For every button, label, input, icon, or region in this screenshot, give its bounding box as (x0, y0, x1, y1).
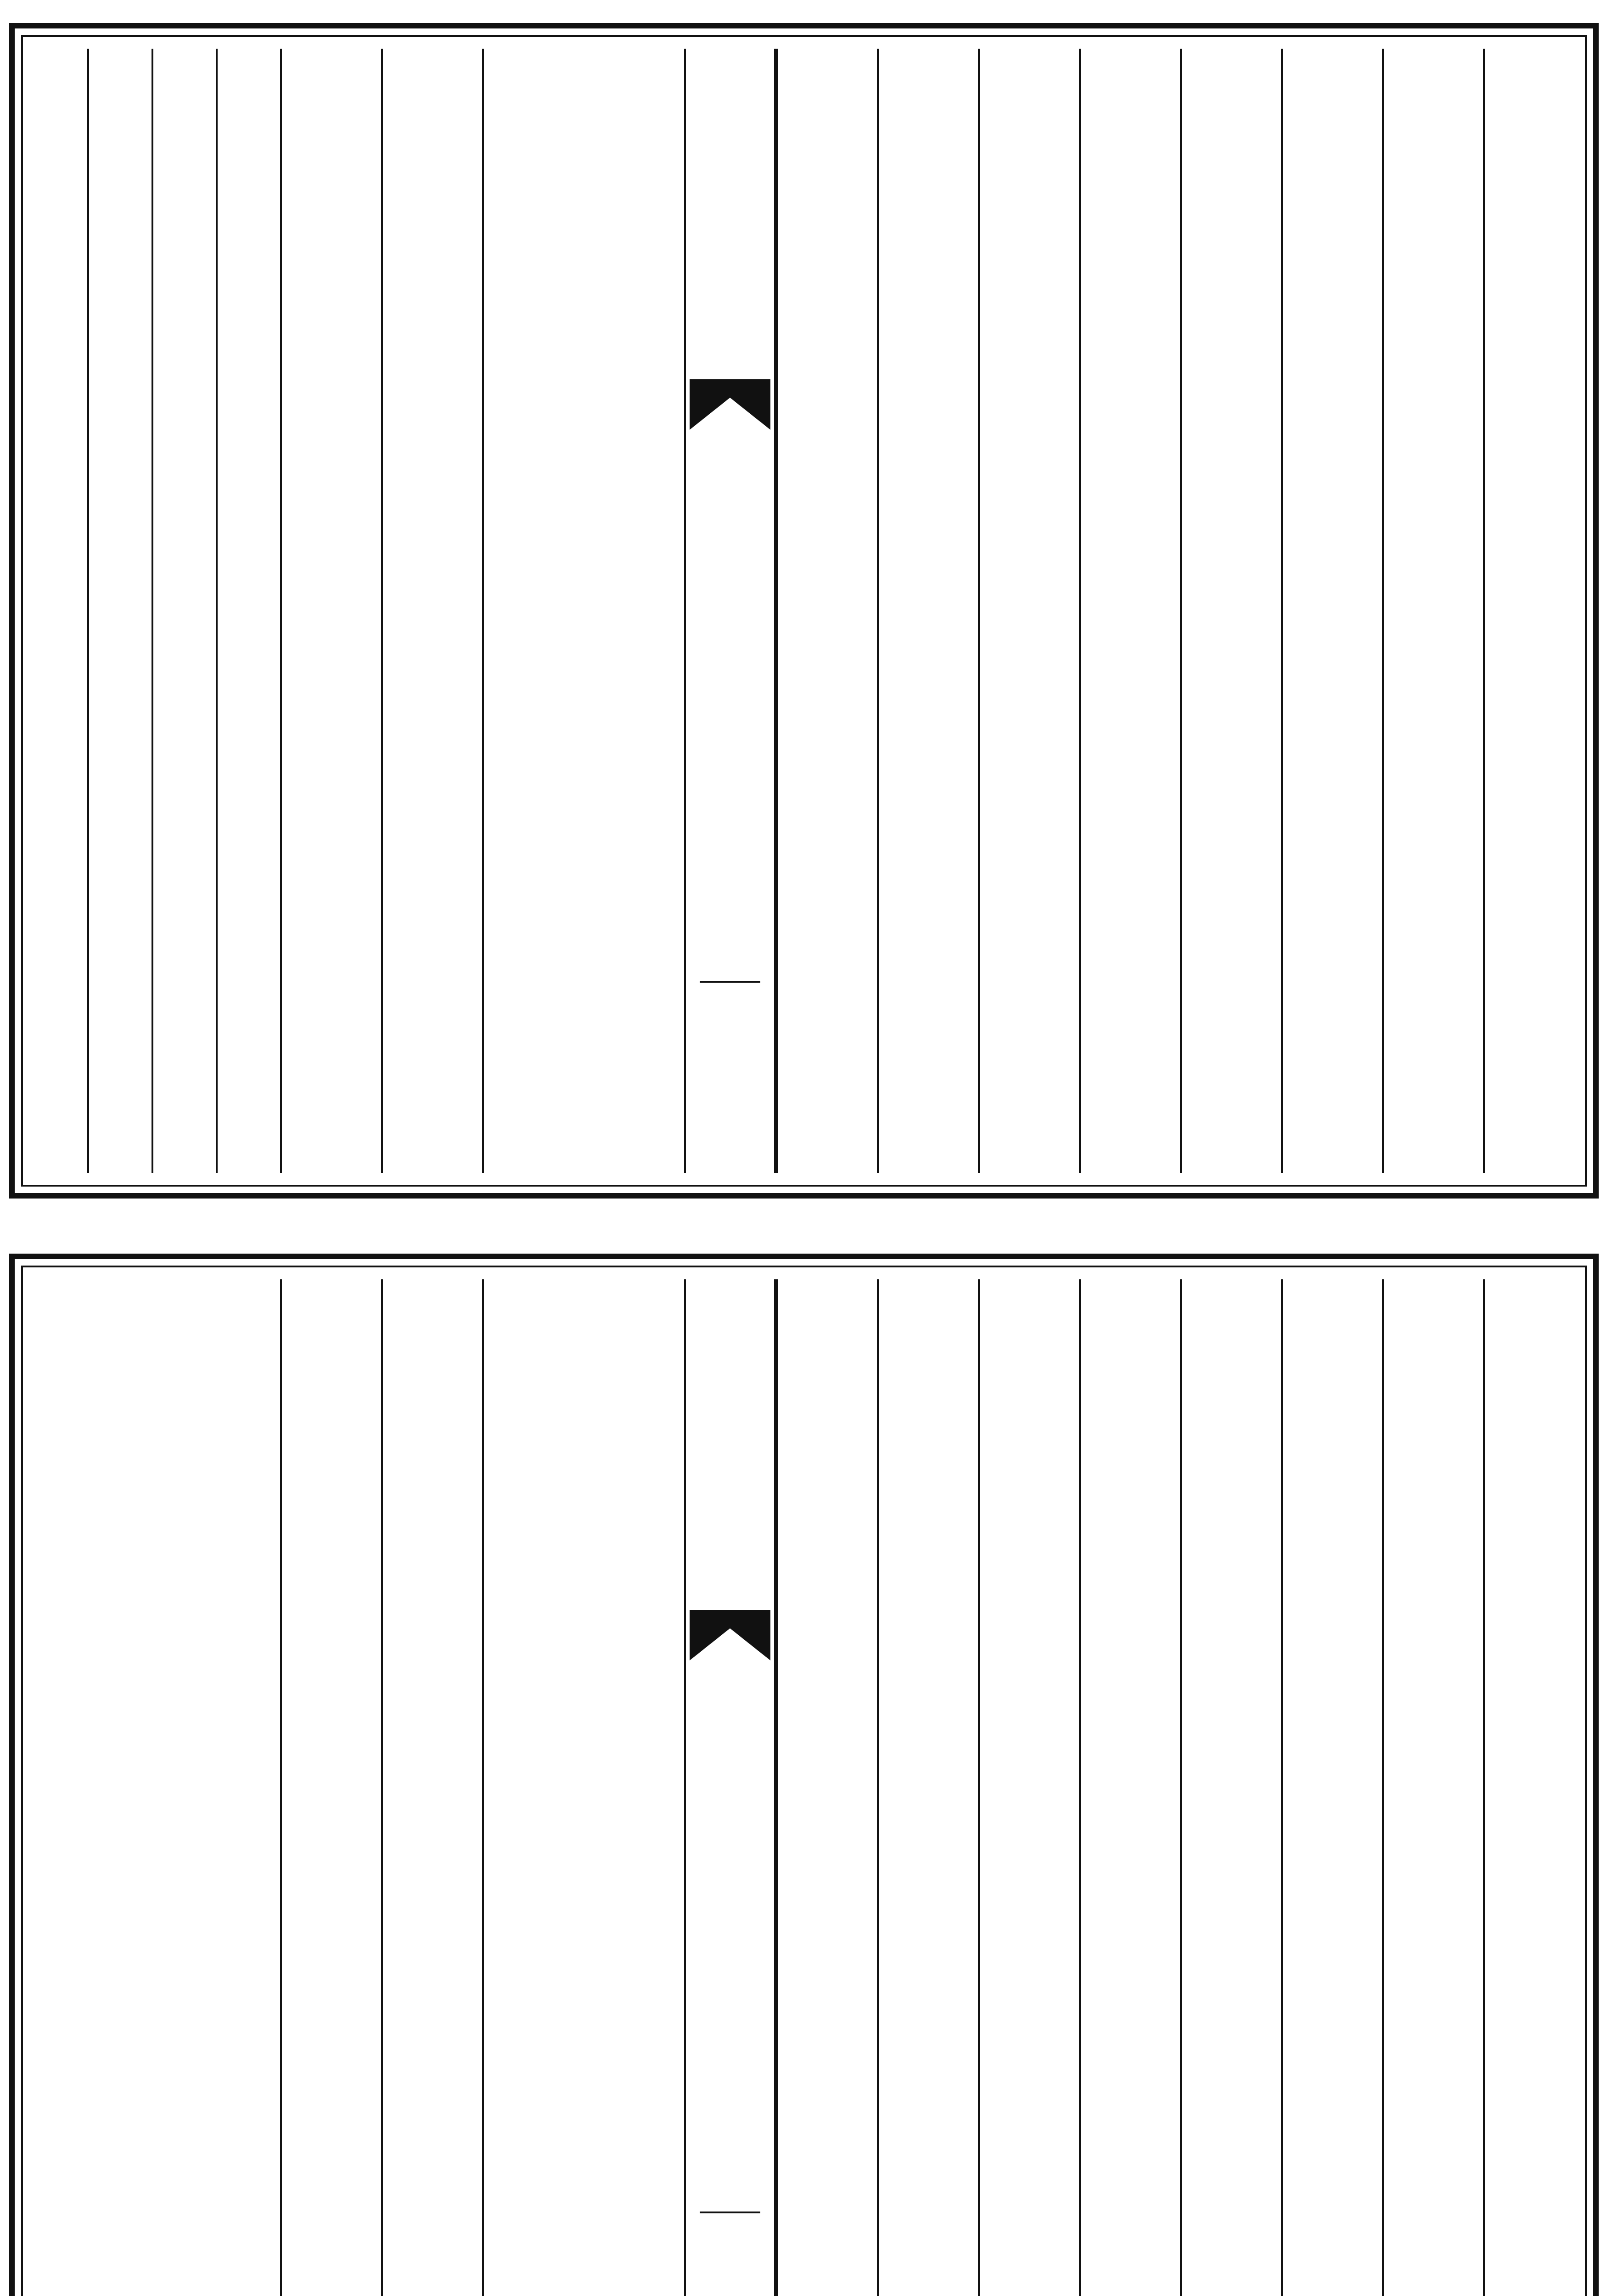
p1-column-9 (583, 49, 684, 1173)
p1-column-16 (23, 49, 87, 1173)
p2-column-10 (482, 1279, 583, 2296)
p2-column-11 (381, 1279, 482, 2296)
p1-column-7 (877, 49, 978, 1173)
p2-fishtail-mark (690, 1610, 770, 1665)
p1-column-1 (1483, 49, 1584, 1173)
p2-leaf-rule (700, 2212, 760, 2213)
p2-column-1 (1483, 1279, 1584, 2296)
p1-column-13 (216, 49, 280, 1173)
upper-page (9, 23, 1599, 1199)
p1-column-11 (381, 49, 482, 1173)
lower-page (9, 1254, 1599, 2296)
p1-leaf-rule (700, 981, 760, 983)
p2-column-12 (280, 1279, 381, 2296)
p2-column-5 (1079, 1279, 1180, 2296)
p1-center-fold (684, 49, 776, 1173)
upper-page-inner-border (21, 35, 1587, 1187)
p1-column-2 (1382, 49, 1483, 1173)
p1-column-14 (152, 49, 216, 1173)
p1-column-10 (482, 49, 583, 1173)
p2-column-3 (1281, 1279, 1382, 2296)
lower-page-inner-border (21, 1266, 1587, 2296)
p1-column-5 (1079, 49, 1180, 1173)
p2-column-2 (1382, 1279, 1483, 2296)
p1-column-6 (978, 49, 1079, 1173)
p1-column-8 (776, 49, 877, 1173)
p1-column-15 (87, 49, 152, 1173)
p1-column-12 (280, 49, 381, 1173)
p2-column-9 (583, 1279, 684, 2296)
p2-column-4 (1180, 1279, 1281, 2296)
p2-column-7 (877, 1279, 978, 2296)
p2-center-fold (684, 1279, 776, 2296)
p1-column-3 (1281, 49, 1382, 1173)
p2-column-8 (776, 1279, 877, 2296)
p2-column-6 (978, 1279, 1079, 2296)
p1-column-4 (1180, 49, 1281, 1173)
p1-fishtail-mark (690, 379, 770, 434)
